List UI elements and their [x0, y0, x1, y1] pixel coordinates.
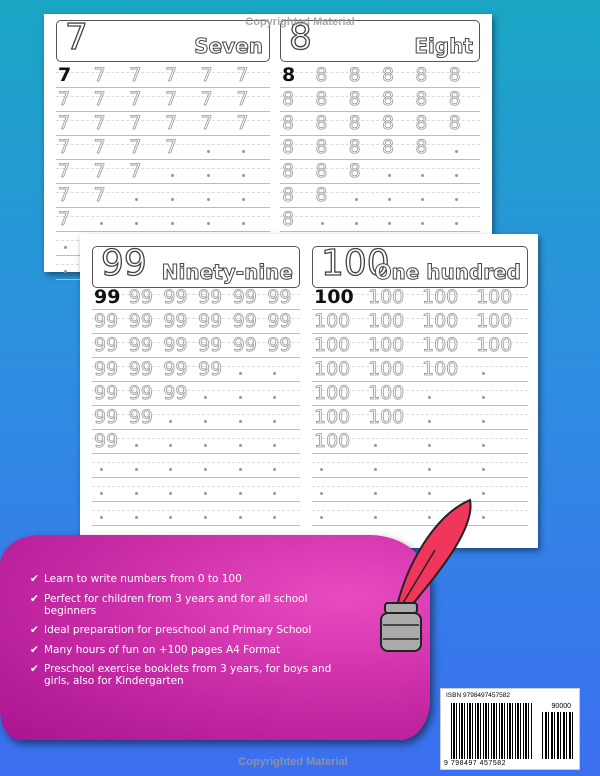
- tracing-number: 99: [163, 334, 188, 356]
- start-dot: [239, 396, 242, 399]
- start-dot: [482, 420, 485, 423]
- model-number: 8: [282, 64, 296, 86]
- practice-row: [280, 112, 480, 136]
- start-dot: [239, 420, 242, 423]
- tracing-number: 99: [128, 286, 153, 308]
- tracing-number: 8: [382, 112, 395, 134]
- tracing-number: 7: [236, 88, 249, 110]
- tracing-number: 100: [476, 334, 513, 356]
- start-dot: [273, 516, 276, 519]
- feature-text: Many hours of fun on +100 pages A4 Format: [44, 643, 281, 656]
- header-number: 99: [101, 243, 147, 284]
- practice-row: [92, 478, 300, 502]
- tracing-number: 99: [198, 334, 223, 356]
- start-dot: [171, 198, 174, 201]
- start-dot: [273, 420, 276, 423]
- practice-row: [92, 382, 300, 406]
- start-dot: [273, 492, 276, 495]
- tracing-number: 100: [476, 286, 513, 308]
- start-dot: [135, 444, 138, 447]
- feature-item: [30, 644, 360, 656]
- tracing-number: 7: [200, 88, 213, 110]
- tracing-number: 7: [129, 160, 142, 182]
- start-dot: [135, 222, 138, 225]
- tracing-number: 100: [314, 334, 351, 356]
- tracing-number: 7: [165, 88, 178, 110]
- worksheet-panel-ninety-nine: [92, 234, 300, 548]
- start-dot: [455, 150, 458, 153]
- start-dot: [421, 198, 424, 201]
- start-dot: [207, 222, 210, 225]
- tracing-number: 7: [165, 136, 178, 158]
- tracing-number: 99: [232, 334, 257, 356]
- start-dot: [204, 468, 207, 471]
- tracing-number: 7: [93, 160, 106, 182]
- watermark-bottom: Copyrighted Material: [238, 756, 348, 768]
- practice-row: [280, 64, 480, 88]
- tracing-number: 8: [348, 64, 361, 86]
- practice-row: [56, 160, 270, 184]
- start-dot: [204, 516, 207, 519]
- feature-text: Perfect for children from 3 years and for all school beginners: [44, 592, 308, 617]
- tracing-number: 7: [93, 184, 106, 206]
- tracing-number: 8: [382, 64, 395, 86]
- start-dot: [135, 468, 138, 471]
- start-dot: [169, 516, 172, 519]
- tracing-number: 8: [415, 112, 428, 134]
- start-dot: [273, 444, 276, 447]
- start-dot: [428, 420, 431, 423]
- start-dot: [455, 198, 458, 201]
- check-icon: ✔: [30, 624, 39, 636]
- feature-text: Ideal preparation for preschool and Primary School: [44, 624, 312, 636]
- start-dot: [64, 246, 67, 249]
- start-dot: [135, 492, 138, 495]
- start-dot: [482, 444, 485, 447]
- tracing-number: 8: [282, 160, 295, 182]
- start-dot: [100, 468, 103, 471]
- tracing-number: 8: [348, 160, 361, 182]
- tracing-number: 7: [200, 64, 213, 86]
- start-dot: [207, 174, 210, 177]
- practice-row: [92, 430, 300, 454]
- start-dot: [171, 222, 174, 225]
- practice-row: [312, 454, 528, 478]
- practice-row: [92, 310, 300, 334]
- start-dot: [455, 222, 458, 225]
- tracing-number: 100: [314, 430, 351, 452]
- tracing-number: 100: [368, 358, 405, 380]
- start-dot: [239, 444, 242, 447]
- tracing-number: 100: [368, 406, 405, 428]
- tracing-number: 100: [422, 286, 459, 308]
- tracing-number: 8: [448, 88, 461, 110]
- header-number: 100: [321, 243, 390, 284]
- tracing-number: 100: [368, 310, 405, 332]
- practice-row: [92, 406, 300, 430]
- practice-row: [56, 64, 270, 88]
- practice-row: [312, 430, 528, 454]
- practice-row: [92, 334, 300, 358]
- practice-row: [280, 208, 480, 232]
- practice-row: [92, 286, 300, 310]
- start-dot: [204, 420, 207, 423]
- start-dot: [100, 492, 103, 495]
- tracing-number: 99: [128, 310, 153, 332]
- feature-text: Learn to write numbers from 0 to 100: [44, 573, 242, 585]
- check-icon: ✔: [30, 663, 39, 675]
- check-icon: ✔: [30, 643, 39, 656]
- tracing-number: 8: [315, 136, 328, 158]
- tracing-number: 100: [314, 382, 351, 404]
- feature-text: Preschool exercise booklets from 3 years, for boys and girls, also for Kindergarten: [44, 663, 332, 687]
- barcode-number: 9 798497 457582: [444, 760, 506, 767]
- start-dot: [239, 468, 242, 471]
- tracing-number: 8: [282, 184, 295, 206]
- start-dot: [482, 396, 485, 399]
- tracing-number: 7: [129, 88, 142, 110]
- start-dot: [388, 174, 391, 177]
- tracing-number: 8: [382, 88, 395, 110]
- tracing-number: 8: [348, 136, 361, 158]
- worksheet-header: [92, 243, 300, 288]
- start-dot: [455, 174, 458, 177]
- tracing-number: 7: [93, 88, 106, 110]
- start-dot: [171, 174, 174, 177]
- tracing-number: 8: [282, 136, 295, 158]
- tracing-number: 7: [93, 136, 106, 158]
- tracing-number: 8: [282, 88, 295, 110]
- start-dot: [273, 396, 276, 399]
- start-dot: [355, 222, 358, 225]
- tracing-number: 99: [163, 382, 188, 404]
- practice-row: [56, 184, 270, 208]
- feature-item: [30, 624, 360, 636]
- barcode-bars: [451, 703, 533, 759]
- feature-item: [30, 593, 360, 617]
- tracing-number: 7: [58, 88, 71, 110]
- practice-row: [280, 136, 480, 160]
- start-dot: [169, 492, 172, 495]
- tracing-number: 100: [314, 310, 351, 332]
- start-dot: [374, 444, 377, 447]
- practice-row: [280, 88, 480, 112]
- header-number: 7: [65, 17, 88, 58]
- start-dot: [204, 444, 207, 447]
- tracing-number: 99: [163, 310, 188, 332]
- practice-row: [92, 454, 300, 478]
- start-dot: [239, 372, 242, 375]
- start-dot: [242, 222, 245, 225]
- tracing-number: 8: [315, 160, 328, 182]
- tracing-number: 8: [348, 112, 361, 134]
- practice-row: [56, 136, 270, 160]
- tracing-number: 7: [200, 112, 213, 134]
- start-dot: [100, 222, 103, 225]
- tracing-number: 8: [448, 64, 461, 86]
- tracing-number: 8: [282, 112, 295, 134]
- tracing-number: 99: [128, 358, 153, 380]
- tracing-number: 7: [58, 112, 71, 134]
- tracing-number: 99: [94, 430, 119, 452]
- tracing-number: 99: [267, 310, 292, 332]
- tracing-number: 99: [232, 286, 257, 308]
- start-dot: [482, 468, 485, 471]
- start-dot: [204, 396, 207, 399]
- start-dot: [169, 468, 172, 471]
- tracing-number: 7: [58, 160, 71, 182]
- tracing-number: 99: [128, 406, 153, 428]
- tracing-number: 8: [415, 136, 428, 158]
- start-dot: [388, 198, 391, 201]
- tracing-number: 8: [415, 64, 428, 86]
- tracing-number: 100: [368, 382, 405, 404]
- header-word: Ninety-nine: [161, 260, 293, 284]
- tracing-number: 100: [476, 310, 513, 332]
- tracing-number: 99: [94, 358, 119, 380]
- check-icon: ✔: [30, 573, 39, 585]
- tracing-number: 99: [128, 382, 153, 404]
- tracing-number: 8: [382, 136, 395, 158]
- tracing-number: 99: [94, 310, 119, 332]
- practice-row: [280, 160, 480, 184]
- tracing-number: 100: [314, 406, 351, 428]
- model-number: 7: [58, 64, 72, 86]
- practice-row: [92, 502, 300, 526]
- start-dot: [135, 198, 138, 201]
- tracing-number: 8: [282, 208, 295, 230]
- tracing-number: 100: [422, 310, 459, 332]
- tracing-number: 8: [415, 88, 428, 110]
- tracing-number: 8: [315, 184, 328, 206]
- start-dot: [321, 222, 324, 225]
- tracing-number: 100: [422, 334, 459, 356]
- tracing-number: 99: [94, 406, 119, 428]
- tracing-number: 7: [93, 112, 106, 134]
- tracing-number: 99: [163, 286, 188, 308]
- tracing-number: 100: [314, 358, 351, 380]
- practice-row: [56, 88, 270, 112]
- tracing-number: 99: [232, 310, 257, 332]
- start-dot: [374, 468, 377, 471]
- worksheet-header: [312, 243, 528, 288]
- start-dot: [242, 198, 245, 201]
- practice-row: [312, 310, 528, 334]
- tracing-number: 99: [163, 358, 188, 380]
- tracing-number: 100: [422, 358, 459, 380]
- start-dot: [169, 420, 172, 423]
- tracing-number: 8: [315, 112, 328, 134]
- start-dot: [242, 174, 245, 177]
- tracing-number: 99: [198, 310, 223, 332]
- start-dot: [239, 516, 242, 519]
- header-word: One hundred: [374, 260, 521, 284]
- tracing-number: 100: [368, 286, 405, 308]
- tracing-number: 7: [129, 136, 142, 158]
- practice-row: [312, 334, 528, 358]
- tracing-number: 99: [267, 286, 292, 308]
- start-dot: [428, 468, 431, 471]
- barcode-addon-bars: [542, 712, 574, 759]
- start-dot: [273, 468, 276, 471]
- tracing-number: 99: [267, 334, 292, 356]
- tracing-number: 7: [58, 184, 71, 206]
- check-icon: ✔: [30, 592, 39, 605]
- tracing-number: 7: [129, 64, 142, 86]
- tracing-number: 99: [198, 286, 223, 308]
- tracing-number: 99: [128, 334, 153, 356]
- start-dot: [64, 270, 67, 273]
- tracing-number: 8: [315, 88, 328, 110]
- model-number: 99: [94, 286, 121, 308]
- tracing-number: 99: [94, 334, 119, 356]
- start-dot: [204, 492, 207, 495]
- tracing-number: 7: [58, 208, 71, 230]
- feature-item: [30, 573, 360, 585]
- practice-row: [312, 358, 528, 382]
- model-number: 100: [314, 286, 354, 308]
- quill-inkwell-icon: [375, 495, 485, 655]
- tracing-number: 7: [58, 136, 71, 158]
- header-word: Eight: [414, 34, 473, 58]
- start-dot: [428, 444, 431, 447]
- tracing-number: 7: [165, 64, 178, 86]
- start-dot: [320, 468, 323, 471]
- start-dot: [320, 516, 323, 519]
- tracing-number: 99: [94, 382, 119, 404]
- header-number: 8: [289, 17, 312, 58]
- start-dot: [242, 150, 245, 153]
- tracing-number: 100: [368, 334, 405, 356]
- practice-row: [312, 382, 528, 406]
- practice-row: [312, 406, 528, 430]
- start-dot: [273, 372, 276, 375]
- start-dot: [428, 396, 431, 399]
- start-dot: [421, 174, 424, 177]
- start-dot: [239, 492, 242, 495]
- tracing-number: 7: [129, 112, 142, 134]
- isbn-label: ISBN 9798497457582: [446, 692, 510, 699]
- tracing-number: 8: [448, 112, 461, 134]
- feature-item: [30, 663, 360, 687]
- start-dot: [169, 444, 172, 447]
- tracing-number: 7: [236, 112, 249, 134]
- feature-list: [30, 573, 360, 695]
- barcode-addon: 90000: [551, 703, 571, 710]
- practice-row: [280, 184, 480, 208]
- tracing-number: 8: [348, 88, 361, 110]
- tracing-number: 7: [236, 64, 249, 86]
- start-dot: [207, 150, 210, 153]
- start-dot: [320, 492, 323, 495]
- tracing-number: 8: [315, 64, 328, 86]
- start-dot: [388, 222, 391, 225]
- header-word: Seven: [194, 34, 263, 58]
- practice-row: [56, 112, 270, 136]
- tracing-number: 7: [165, 112, 178, 134]
- tracing-number: 99: [198, 358, 223, 380]
- practice-row: [56, 208, 270, 232]
- practice-row: [92, 358, 300, 382]
- start-dot: [355, 198, 358, 201]
- start-dot: [421, 222, 424, 225]
- start-dot: [135, 516, 138, 519]
- watermark-top: Copyrighted Material: [245, 16, 355, 28]
- practice-row: [312, 286, 528, 310]
- start-dot: [100, 516, 103, 519]
- start-dot: [207, 198, 210, 201]
- start-dot: [482, 372, 485, 375]
- tracing-number: 7: [93, 64, 106, 86]
